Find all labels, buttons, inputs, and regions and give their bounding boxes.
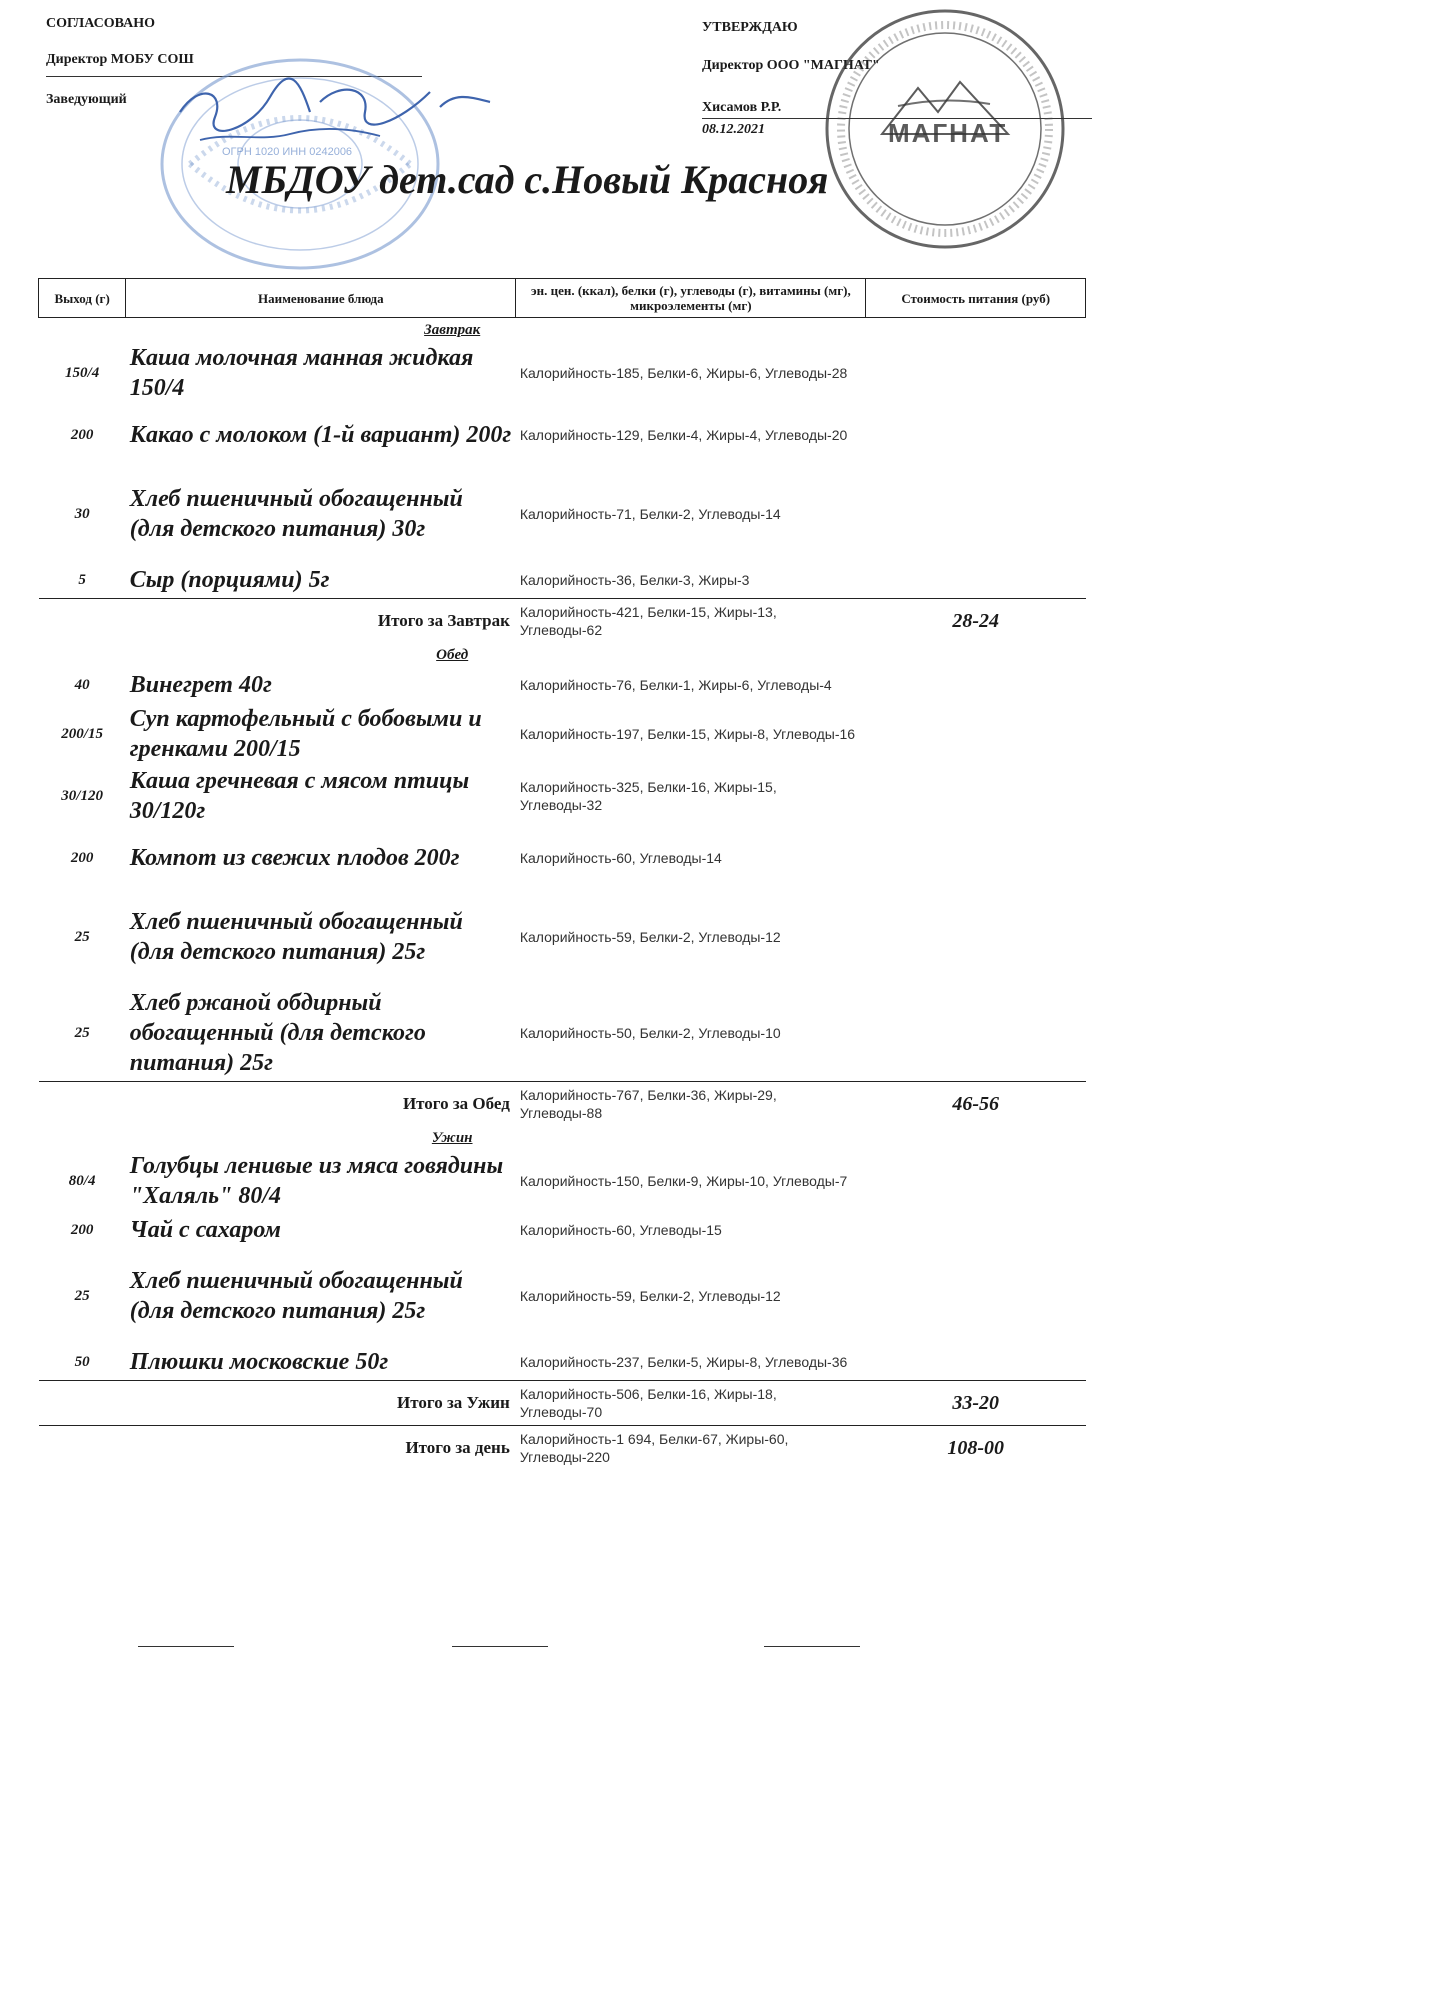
section-row [39,318,1086,343]
cell-nutrition: Калорийность-59, Белки-2, Углеводы-12 [519,1288,781,1304]
table-row [39,562,1086,599]
cell-nutrition: Калорийность-76, Белки-1, Жиры-6, Углеводы-4 [519,677,832,693]
table-row [39,466,1086,562]
bottom-signature-line-2 [452,1646,548,1647]
approve-label: УТВЕРЖДАЮ [702,20,798,35]
table-row [39,1150,1086,1212]
table-row [39,1212,1086,1248]
table-header-row [39,279,1086,318]
cell-nutrition: Калорийность-60, Углеводы-15 [519,1222,722,1238]
cell-out: 30 [74,505,90,522]
cell-out: 200 [70,426,94,443]
bottom-signature-line-3 [764,1646,860,1647]
table-row [39,1248,1086,1344]
total-label: Итого за Завтрак [39,599,516,644]
cell-out: 150/4 [65,364,100,381]
cell-out: 25 [74,928,90,945]
cell-name: Хлеб пшеничный обогащенный (для детского питания) 30г [129,486,463,542]
cell-out: 5 [78,571,86,588]
total-nutrition: Калорийность-421, Белки-15, Жиры-13, Углеводы-62 [516,599,866,644]
cell-out: 200/15 [61,725,103,742]
cell-nutrition: Калорийность-60, Углеводы-14 [519,850,722,866]
cell-name: Суп картофельный с бобовыми и гренками 200/15 [129,706,482,762]
day-total-row [39,1426,1086,1471]
cell-nutrition: Калорийность-129, Белки-4, Жиры-4, Углеводы-20 [519,427,848,443]
cell-nutrition: Калорийность-325, Белки-16, Жиры-15, Углеводы-32 [519,779,777,813]
total-cost: 33-20 [866,1381,1086,1426]
day-total-label: Итого за день [39,1426,516,1471]
bottom-signature-line-1 [138,1646,234,1647]
cell-out: 25 [74,1287,90,1304]
table-row [39,827,1086,889]
cell-name: Чай с сахаром [129,1217,281,1243]
cell-name: Каша гречневая с мясом птицы 30/120г [129,768,470,824]
cell-name: Компот из свежих плодов 200г [129,845,460,871]
cell-nutrition: Калорийность-50, Белки-2, Углеводы-10 [519,1025,781,1041]
left-stamp-text: ОГРН 1020 ИНН 0242006 [222,146,353,158]
table-row [39,765,1086,827]
day-total-cost: 108-00 [866,1426,1086,1471]
col-header-cost: Стоимость питания (руб) [866,279,1086,318]
total-nutrition: Калорийность-767, Белки-36, Жиры-29, Углеводы-88 [516,1082,866,1127]
col-header-out: Выход (г) [39,279,126,318]
cell-name: Какао с молоком (1-й вариант) 200г [129,422,512,448]
approve-date: 08.12.2021 [702,122,765,137]
total-label: Итого за Ужин [39,1381,516,1426]
cell-name: Каша молочная манная жидкая 150/4 [129,345,474,401]
table-row [39,703,1086,765]
cell-nutrition: Калорийность-150, Белки-9, Жиры-10, Углеводы-7 [519,1173,848,1189]
table-row [39,667,1086,703]
total-cost: 46-56 [866,1082,1086,1127]
table-row [39,985,1086,1082]
total-row [39,1082,1086,1127]
cell-nutrition: Калорийность-36, Белки-3, Жиры-3 [519,572,750,588]
cell-nutrition: Калорийность-71, Белки-2, Углеводы-14 [519,506,781,522]
total-cost: 28-24 [866,599,1086,644]
cell-nutrition: Калорийность-59, Белки-2, Углеводы-12 [519,929,781,945]
cell-out: 80/4 [68,1172,96,1189]
cell-name: Хлеб пшеничный обогащенный (для детского питания) 25г [129,909,463,965]
agreed-label: СОГЛАСОВАНО [46,16,155,31]
cell-name: Хлеб ржаной обдирный обогащенный (для детского питания) 25г [129,990,426,1076]
section-title: Обед [436,646,469,663]
section-row [39,1126,1086,1150]
col-header-name: Наименование блюда [126,279,516,318]
total-row [39,1381,1086,1426]
total-row [39,599,1086,644]
cell-nutrition: Калорийность-237, Белки-5, Жиры-8, Углеводы-36 [519,1354,848,1370]
section-row [39,643,1086,667]
cell-name: Сыр (порциями) 5г [129,567,330,593]
table-row [39,1344,1086,1381]
table-row [39,889,1086,985]
total-nutrition: Калорийность-506, Белки-16, Жиры-18, Углеводы-70 [516,1381,866,1426]
cell-name: Голубцы ленивые из мяса говядины "Халяль" 80/4 [129,1153,504,1209]
cell-nutrition: Калорийность-185, Белки-6, Жиры-6, Углеводы-28 [519,365,848,381]
cell-name: Хлеб пшеничный обогащенный (для детского питания) 25г [129,1268,463,1324]
cell-out: 200 [70,849,94,866]
cell-out: 40 [74,676,90,693]
school-director-label: Директор МОБУ СОШ [46,52,194,67]
section-title: Завтрак [424,321,481,338]
cell-out: 50 [74,1353,90,1370]
signature-scribble [170,62,510,152]
page-title: МБДОУ дет.сад с.Новый Красноя [226,157,829,202]
right-stamp-text: МАГНАТ [888,118,1008,148]
cell-nutrition: Калорийность-197, Белки-15, Жиры-8, Углеводы-16 [519,726,856,742]
day-total-nutrition: Калорийность-1 694, Белки-67, Жиры-60, Углеводы-220 [516,1426,866,1471]
company-director-label: Директор ООО "МАГНАТ" [702,58,880,73]
col-header-nutrition: эн. цен. (ккал), белки (г), углеводы (г), витамины (мг), микроэлементы (мг) [516,279,866,318]
total-label: Итого за Обед [39,1082,516,1127]
cell-out: 30/120 [61,787,103,804]
cell-out: 200 [70,1221,94,1238]
cell-out: 25 [74,1024,90,1041]
section-title: Ужин [431,1129,473,1146]
menu-table [38,278,1086,1470]
cell-name: Плюшки московские 50г [129,1349,389,1375]
table-row [39,404,1086,466]
director-name: Хисамов Р.Р. [702,100,782,115]
cell-name: Винегрет 40г [129,672,272,698]
head-label: Заведующий [46,92,127,107]
table-row [39,342,1086,404]
